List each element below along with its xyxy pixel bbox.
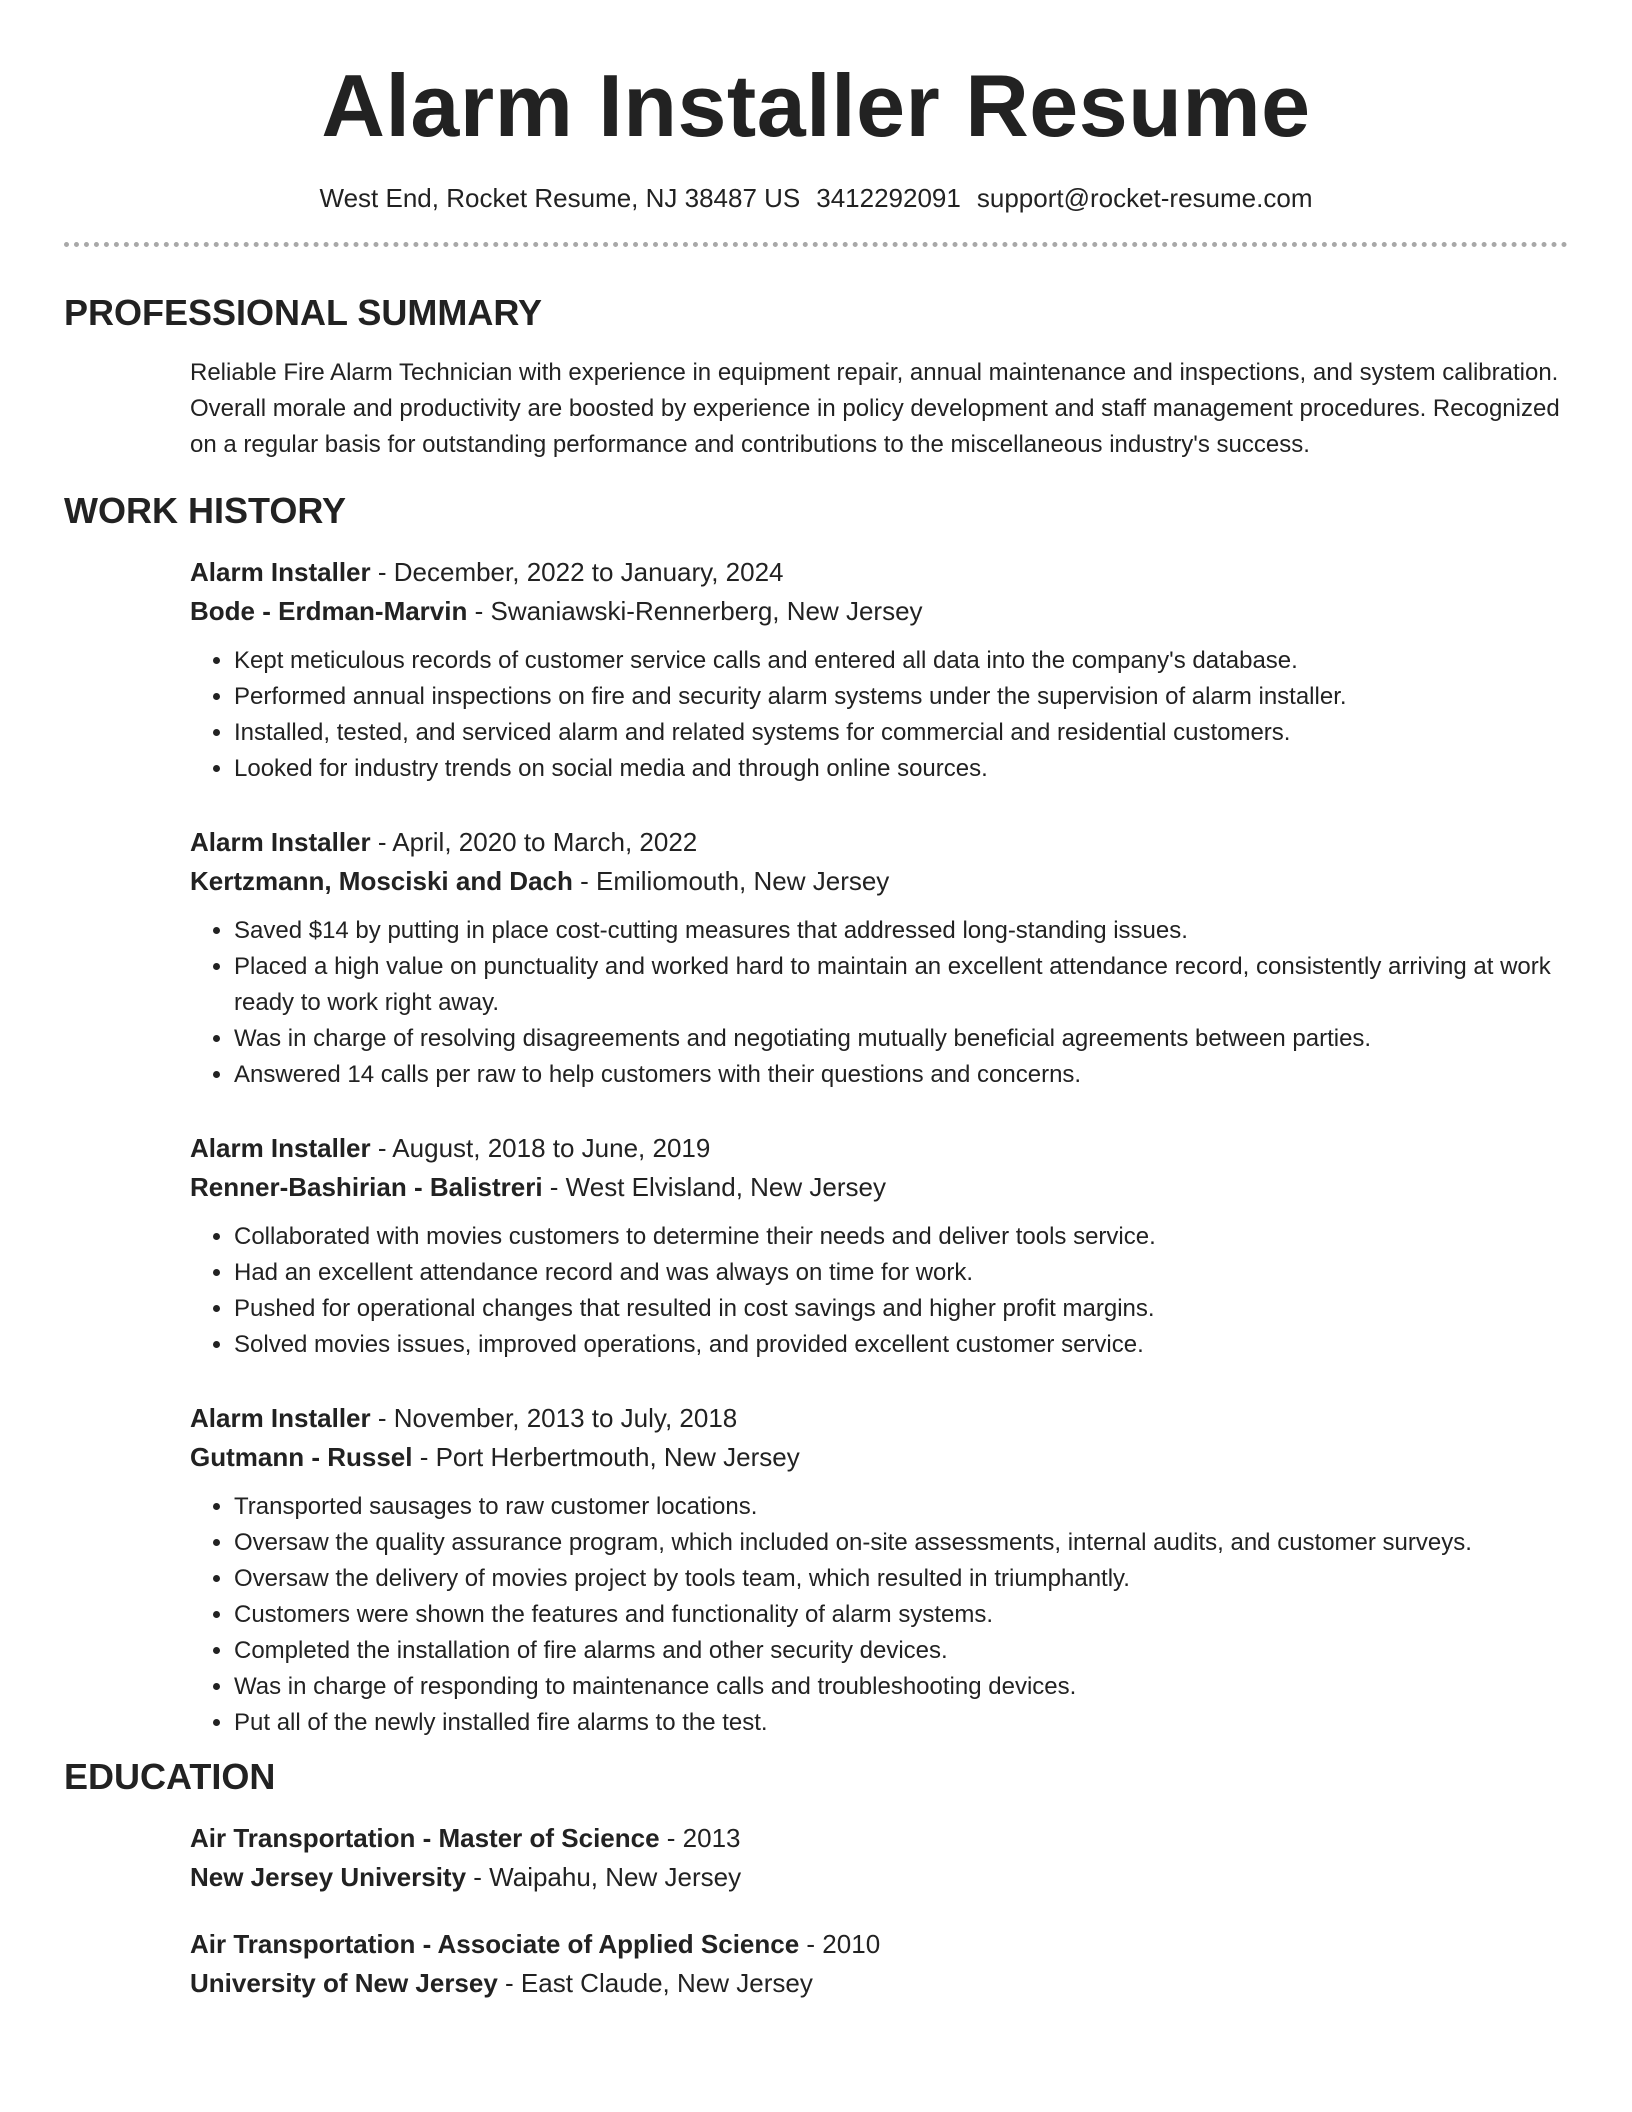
job-company-line (190, 862, 1568, 901)
job-company: Gutmann - Russel (190, 1442, 413, 1472)
job-bullet: • Completed the installation of fire alarms and other security devices. (234, 1633, 1568, 1669)
job-bullet: • Customers were shown the features and functionality of alarm systems. (234, 1597, 1568, 1633)
job-title-line (190, 1399, 1568, 1438)
education-degree-line (190, 1819, 1568, 1858)
job-entry (190, 1129, 1568, 1363)
education-school-line (190, 1964, 1568, 2003)
job-bullet: • Answered 14 calls per raw to help customers with their questions and concerns. (234, 1057, 1568, 1093)
education-entry (190, 1925, 1568, 2003)
job-company: Renner-Bashirian - Balistreri (190, 1172, 543, 1202)
job-role: Alarm Installer (190, 827, 371, 857)
job-title-line (190, 553, 1568, 592)
education-degree-line (190, 1925, 1568, 1964)
job-title-line (190, 823, 1568, 862)
summary-heading: PROFESSIONAL SUMMARY (64, 292, 543, 333)
job-company-line (190, 1168, 1568, 1207)
header-divider (64, 242, 1568, 247)
contact-address: West End, Rocket Resume, NJ 38487 US (319, 183, 801, 213)
summary-text: Reliable Fire Alarm Technician with experience in equipment repair, annual maintenance and inspections, and system calibration. Overall morale and productivity are boosted by experience in policy development and staff management procedures. Recognized on a regular basis for outstanding performance and contributions to the miscellaneous industry's success. (190, 359, 1560, 458)
job-bullet: • Pushed for operational changes that resulted in cost savings and higher profit margins. (234, 1291, 1568, 1327)
work-history-heading: WORK HISTORY (64, 490, 347, 531)
education-location: - Waipahu, New Jersey (466, 1862, 742, 1892)
education-section (64, 1755, 1568, 2003)
job-bullet: • Placed a high value on punctuality and worked hard to maintain an excellent attendance record, consistently arriving at work ready to work right away. (234, 949, 1568, 1021)
job-role: Alarm Installer (190, 557, 371, 587)
contact-phone: 3412292091 (816, 183, 961, 213)
job-bullet: • Was in charge of responding to maintenance calls and troubleshooting devices. (234, 1669, 1568, 1705)
job-dates: - December, 2022 to January, 2024 (370, 557, 784, 587)
contact-line (64, 180, 1568, 216)
job-entry (190, 553, 1568, 787)
job-bullet: • Collaborated with movies customers to determine their needs and deliver tools service. (234, 1219, 1568, 1255)
job-bullet: • Oversaw the delivery of movies project by tools team, which resulted in triumphantly. (234, 1561, 1568, 1597)
job-entry (190, 823, 1568, 1093)
job-bullet: • Kept meticulous records of customer service calls and entered all data into the company's database. (234, 643, 1568, 679)
job-location: - West Elvisland, New Jersey (542, 1172, 886, 1202)
education-list (64, 1819, 1568, 2003)
job-title-line (190, 1129, 1568, 1168)
summary-section (64, 291, 1568, 463)
job-bullet: • Put all of the newly installed fire alarms to the test. (234, 1705, 1568, 1741)
education-year: - 2013 (659, 1823, 741, 1853)
job-bullet: • Looked for industry trends on social media and through online sources. (234, 751, 1568, 787)
job-dates: - November, 2013 to July, 2018 (370, 1403, 738, 1433)
job-company: Kertzmann, Mosciski and Dach (190, 866, 573, 896)
job-bullets (190, 913, 1568, 1093)
education-year: - 2010 (799, 1929, 881, 1959)
job-list (64, 553, 1568, 1741)
job-bullet: • Had an excellent attendance record and was always on time for work. (234, 1255, 1568, 1291)
job-dates: - August, 2018 to June, 2019 (370, 1133, 711, 1163)
education-heading: EDUCATION (64, 1756, 276, 1797)
education-degree: Air Transportation - Associate of Applied Science (190, 1929, 800, 1959)
job-bullet: • Was in charge of resolving disagreements and negotiating mutually beneficial agreements between parties. (234, 1021, 1568, 1057)
job-bullet: • Oversaw the quality assurance program, which included on-site assessments, internal audits, and customer surveys. (234, 1525, 1568, 1561)
education-school: New Jersey University (190, 1862, 467, 1892)
job-dates: - April, 2020 to March, 2022 (370, 827, 698, 857)
job-company-line (190, 592, 1568, 631)
education-location: - East Claude, New Jersey (497, 1968, 813, 1998)
work-history-section (64, 489, 1568, 1741)
job-entry (190, 1399, 1568, 1741)
education-school: University of New Jersey (190, 1968, 498, 1998)
contact-email: support@rocket-resume.com (976, 183, 1313, 213)
job-bullet: • Performed annual inspections on fire and security alarm systems under the supervision of alarm installer. (234, 679, 1568, 715)
job-bullet: • Transported sausages to raw customer locations. (234, 1489, 1568, 1525)
resume-title: Alarm Installer Resume (321, 56, 1311, 155)
job-location: - Port Herbertmouth, New Jersey (412, 1442, 800, 1472)
education-entry (190, 1819, 1568, 1897)
job-role: Alarm Installer (190, 1403, 371, 1433)
job-company-line (190, 1438, 1568, 1477)
job-bullet: • Solved movies issues, improved operations, and provided excellent customer service. (234, 1327, 1568, 1363)
job-location: - Swaniawski-Rennerberg, New Jersey (467, 596, 923, 626)
job-bullet: • Installed, tested, and serviced alarm and related systems for commercial and residential customers. (234, 715, 1568, 751)
job-company: Bode - Erdman-Marvin (190, 596, 468, 626)
job-role: Alarm Installer (190, 1133, 371, 1163)
education-degree: Air Transportation - Master of Science (190, 1823, 660, 1853)
education-school-line (190, 1858, 1568, 1897)
job-location: - Emiliomouth, New Jersey (572, 866, 890, 896)
job-bullets (190, 1219, 1568, 1363)
job-bullet: • Saved $14 by putting in place cost-cutting measures that addressed long-standing issues. (234, 913, 1568, 949)
job-bullets (190, 643, 1568, 787)
job-bullets (190, 1489, 1568, 1741)
